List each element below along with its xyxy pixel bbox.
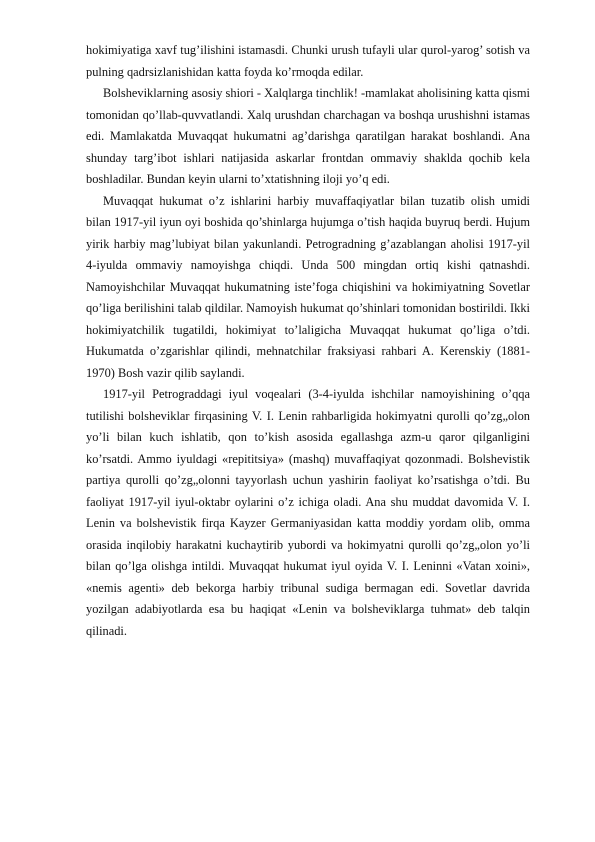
paragraph-3: Muvaqqat hukumat o’z ishlarini harbiy muvaffaqiyatlar bilan tuzatib olish umidi bilan 1917-yil iyun oyi boshida qo’shinlarga hujumga o’tish haqida buyruq berdi. Hujum yirik harbiy mag’lubiyat bilan yakunlandi. Petrogradning g’azablangan aholisi 1917-yil 4-iyulda ommaviy namoyishga chiqdi. Unda 500 mingdan ortiq kishi qatnashdi. Namoyishchilar Muvaqqat hukumatning iste’foga chiqishini va hokimiyatning Sovetlar qo’liga berilishini talab qildilar. Namoyish hukumat qo’shinlari tomonidan bostirildi. Ikki hokimiyatchilik tugatildi, hokimiyat to’laligicha Muvaqqat hukumat qo’liga o’tdi. Hukumatda o’zgarishlar qilindi, mehnatchilar fraksiyasi rahbari A. Kerenskiy (1881-1970) Bosh vazir qilib saylandi.	[86, 193, 530, 380]
paragraph-2: Bolsheviklarning asosiy shiori - Xalqlarga tinchlik! -mamlakat aholisining katta qismi tomonidan qo’llab-quvvatlandi. Xalq urushdan charchagan va boshqa urushishni istamas edi. Mamlakatda Muvaqqat hukumatni ag’darishga qaratilgan harakat boshlandi. Ana shunday targ’ibot ishlari natijasida askarlar frontdan ommaviy shaklda qochib kela boshladilar. Bundan keyin ularni to’xtatishning iloji yo’q edi.	[86, 86, 530, 186]
paragraph-1: hokimiyatiga xavf tug’ilishini istamasdi. Chunki urush tufayli ular qurol-yarog’ sotish va pulning qadrsizlanishidan katta foyda ko’rmoqda edilar.	[86, 43, 530, 79]
paragraph-4: 1917-yil Petrograddagi iyul voqealari (3-4-iyulda ishchilar namoyishining o’qqa tutilishi bolsheviklar firqasining V. I. Lenin rahbarligida hokimyatni qurolli qo’zg„olon yo’li bilan kuch ishlatib, qon to’kish asosida egallashga azm-u qaror qilganligini ko’rsatdi. Ammo iyuldagi «repititsiya» (mashq) muvaffaqiyat qozonmadi. Bolshevistik partiya qurolli qo’zg„olonni tayyorlash uchun yashirin faoliyat ko’rsatishga o’tdi. Bu faoliyat 1917-yil iyul-oktabr oylarini o’z ichiga oladi. Ana shu muddat davomida V. I. Lenin va bolshevistik firqa Kayzer Germaniyasidan katta moddiy yordam olib, omma orasida inqilobiy harakatni kuchaytirib yubordi va hokimyatni qurolli qo’zg„olon yo’li bilan qo’lga olishga intildi. Muvaqqat hukumat iyul oyida V. I. Leninni «Vatan xoini», «nemis agenti» deb bekorga harbiy tribunal sudiga bermagan edi. Sovetlar davrida yozilgan adabiyotlarda esa bu haqiqat «Lenin va bolsheviklarga tuhmat» deb talqin qilinadi.	[86, 387, 530, 638]
document-page	[86, 40, 530, 642]
